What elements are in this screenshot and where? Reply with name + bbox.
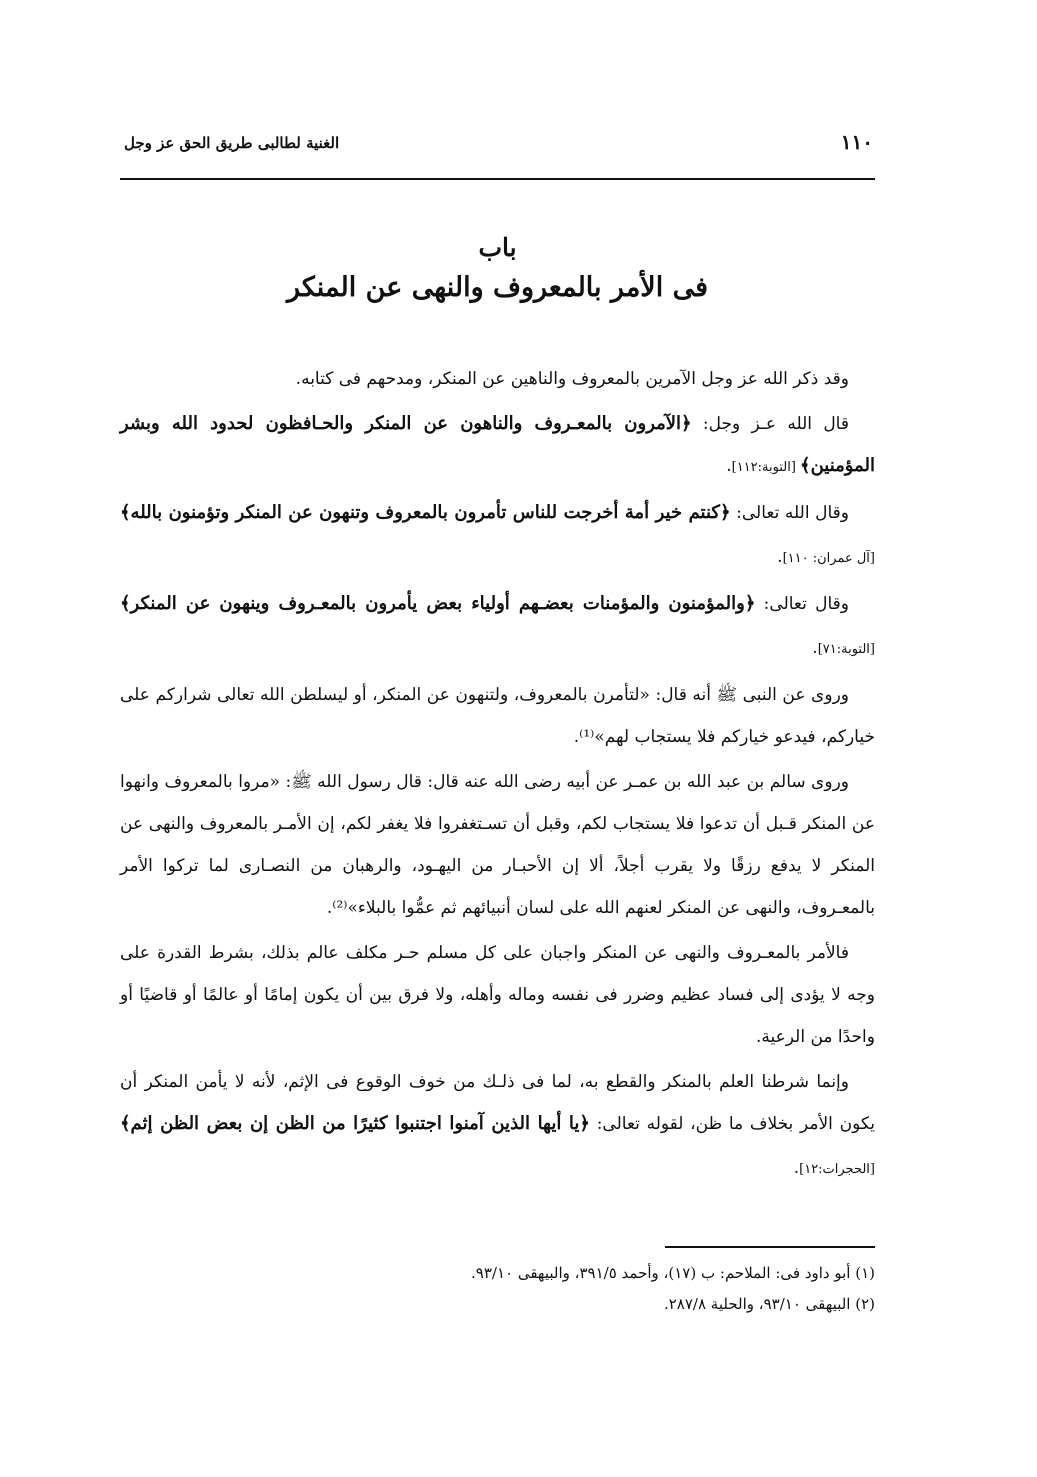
footnote: (٢) البيهقى ٩٣/١٠، والحلية ٢٨٧/٨.: [663, 1295, 875, 1313]
verse-reference: [التوبة:٧١]: [817, 642, 875, 657]
paragraph-end: .: [812, 638, 818, 658]
paragraph: [120, 583, 875, 671]
paragraph-text: وقد ذكر الله عز وجل الآمرين بالمعروف والناهين عن المنكر، ومدحهم فى كتابه.: [295, 369, 849, 389]
paragraph-text: وقال الله تعالى:: [730, 503, 849, 523]
quran-verse: ﴿يا أيها الذين آمنوا اجتنبوا كثيرًا من الظن إن بعض الظن إثم﴾: [120, 1113, 590, 1134]
paragraph-text: قال الله عـز وجل:: [691, 414, 849, 434]
paragraph-text: فالأمر بالمعـروف والنهى عن المنكر واجبان على كل مسلم حـر مكلف عالم بذلك، بشرط القدرة على وجه لا يؤدى إلى فساد عظيم وضرر فى نفسه وماله وأهله، ولا فرق بين أن يكون إمامًا أو عالمًا أو قاضيًا أو واحدًا من الرعية.: [120, 943, 875, 1047]
verse-reference: [التوبة:١١٢]: [731, 460, 801, 475]
footnote-rule: [665, 1246, 875, 1248]
book-page: [120, 110, 875, 1360]
quran-verse: ﴿والمؤمنون والمؤمنات بعضـهم أولياء بعض يأمرون بالمعـروف وينهون عن المنكر﴾: [120, 593, 756, 614]
paragraph: [120, 1061, 875, 1191]
paragraph: [120, 761, 875, 929]
paragraph-text: وروى سالم بن عبد الله بن عمـر عن أبيه رضى الله عنه قال: قال رسول الله ﷺ: «مروا بالمعروف وانهوا عن المنكر قـبل أن تدعوا فلا يستجاب لكم، وقبل أن تسـتغفروا فلا يغفر لكم، إن الأمـر بالمعروف والنهى عن المنكر لا يدفع رزقًا ولا يقرب أجلاً، ألا إن الأحبـار من اليهـود، والرهبان من النصـارى لما تركوا الأمر بالمعـروف، والنهى عن المنكر لعنهم الله على لسان أنبيائهم ثم عمُّوا بالبلاء»⁽²⁾.: [120, 772, 875, 918]
paragraph-text: وإنما شرطنا العلم بالمنكر والقطع به، لما فى ذلـك من خوف الوقوع فى الإثم، لأنه لا يأمن المنكر أن يكون الأمر بخلاف ما ظن، لقوله تعالى:: [120, 1072, 875, 1134]
verse-reference: [آل عمران: ١١٠]: [782, 551, 875, 566]
footnote: (١) أبو داود فى: الملاحم: ب (١٧)، وأحمد ٣٩١/٥، والبيهقى ٩٣/١٠.: [471, 1264, 875, 1282]
quran-verse: ﴿كنتم خير أمة أخرجت للناس تأمرون بالمعروف وتنهون عن المنكر وتؤمنون بالله﴾: [120, 502, 731, 523]
verse-reference: [الحجرات:١٢]: [799, 1162, 875, 1177]
page-number: ١١٠: [840, 130, 873, 154]
chapter-title: فى الأمر بالمعروف والنهى عن المنكر: [286, 272, 709, 303]
chapter-heading: [120, 230, 875, 308]
paragraph-end: .: [793, 1158, 800, 1178]
body-text: [120, 358, 875, 1194]
paragraph: [120, 674, 875, 758]
paragraph-text: وروى عن النبى ﷺ أنه قال: «لتأمرن بالمعروف، ولتنهون عن المنكر، أو ليسلطن الله تعالى شراركم على خياركم، فيدعو خياركم فلا يستجاب لهم»⁽¹⁾.: [120, 685, 875, 747]
paragraph: [120, 358, 875, 400]
paragraph-end: .: [777, 547, 783, 567]
book-title: الغنية لطالبى طريق الحق عز وجل: [124, 134, 340, 152]
running-header: [120, 130, 875, 162]
quran-verse: ﴿الآمرون بالمعـروف والناهون عن المنكر والحـافظون لحدود الله وبشر المؤمنين﴾: [120, 413, 875, 476]
chapter-label: باب: [478, 233, 517, 262]
paragraph: [120, 932, 875, 1058]
paragraph-end: .: [726, 456, 732, 476]
paragraph: [120, 403, 875, 489]
footnotes: [120, 1258, 875, 1320]
paragraph: [120, 492, 875, 580]
header-rule: [120, 178, 875, 180]
paragraph-text: وقال تعالى:: [755, 594, 849, 614]
